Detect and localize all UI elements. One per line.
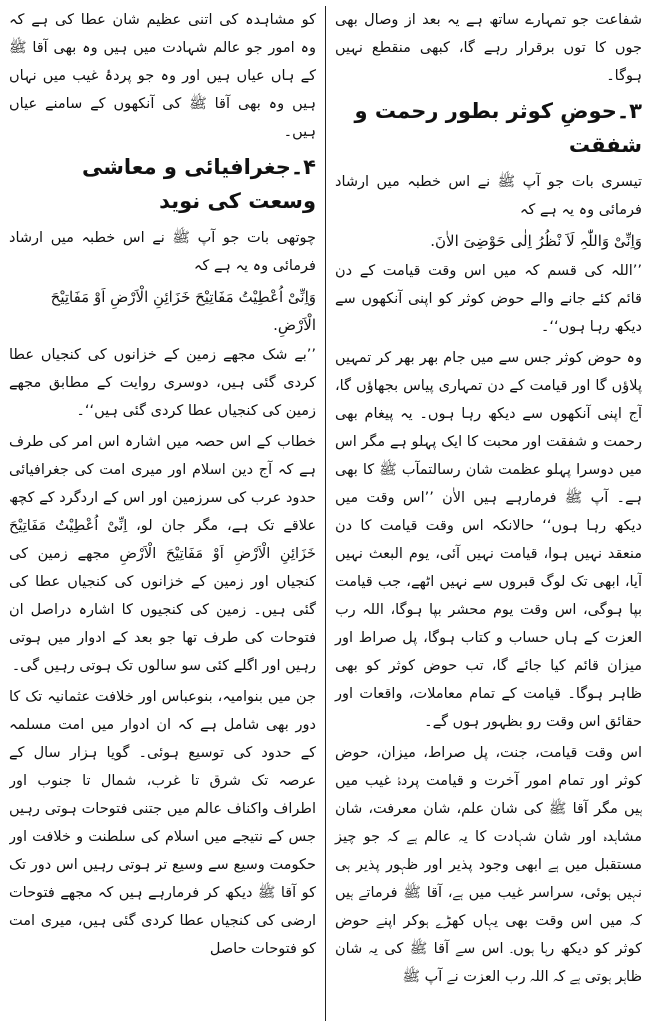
section-heading-3: ۳۔حوضِ کوثر بطور رحمت و شفقت <box>354 99 642 157</box>
left-column <box>9 6 322 1021</box>
paragraph: تیسری بات جو آپ ﷺ نے اس خطبہ میں ارشاد فرمائی وہ یہ ہے کہ <box>335 174 642 218</box>
paragraph: چوتھی بات جو آپ ﷺ نے اس خطبہ میں ارشاد فرمائی وہ یہ ہے کہ <box>9 230 316 274</box>
translation-quote: ’’بے شک مجھے زمین کے خزانوں کی کنجیاں عطا کردی گئی ہیں، دوسری روایت کے مطابق مجھے زمین کی کنجیاں عطا کردی گئی ہیں‘‘۔ <box>9 347 316 419</box>
column-divider <box>325 6 326 1021</box>
paragraph: اس وقت قیامت، جنت، پل صراط، میزان، حوض کوثر اور تمام امور آخرت و قیامت پردۂ غیب میں ہیں مگر آقا ﷺ کی شان علم، شان معرفت، شان مشاہدہ اور شان شہادت کا یہ عالم ہے کہ جو چیز مستقبل میں ہے ابھی وجود پذیر اور ظہور پذیر ہی نہیں ہوئی، سراسر غیب میں ہے، آقا ﷺ فرماتے ہیں کہ میں اس وقت بھی یہاں کھڑے ہوکر اپنے حوض کوثر کو دیکھ رہا ہوں۔ اس سے آقا ﷺ کی یہ شان ظاہر ہوتی ہے کہ اللہ رب العزت نے آپ ﷺ <box>335 745 642 985</box>
section-heading-4: ۴۔جغرافیائی و معاشی وسعت کی نوید <box>81 155 316 213</box>
paragraph: کو مشاہدہ کی اتنی عظیم شان عطا کی ہے کہ وہ امور جو عالم شہادت میں ہیں وہ بھی آقا ﷺ کے ہاں عیاں ہیں اور وہ جو پردۂ غیب میں نہاں ہیں وہ بھی آقا ﷺ کی آنکھوں کے سامنے عیاں ہیں۔ <box>9 12 316 140</box>
paragraph: وہ حوض کوثر جس سے میں جام بھر بھر کر تمہیں پلاؤں گا اور قیامت کے دن تمہاری پیاس بجھاؤں گا، آج اپنی آنکھوں سے دیکھ رہا ہوں۔ یہ پیغام بھی رحمت و شفقت اور محبت کا ایک پہلو ہے مگر اس میں دوسرا پہلو عظمت شان رسالتمآب ﷺ کا بھی ہے۔ آپ ﷺ فرمارہے ہیں الاٰن ’’اس وقت میں دیکھ رہا ہوں‘‘ حالانکہ اس وقت قیامت کا دن منعقد نہیں ہوا، قیامت نہیں آئی، یوم البعث نہیں آیا، ابھی تک لوگ قبروں سے نہیں اٹھے، جب قیامت بپا ہوگی، اس وقت یوم محشر بپا ہوگا، اللہ رب العزت کے ہاں حساب و کتاب ہوگا، پل صراط اور میزان قائم کیا جائے گا، تب حوض کوثر کو بھی ظاہر ہوگا۔ قیامت کے تمام معاملات، واقعات اور حقائق اس وقت رو بظہور ہوں گے۔ <box>335 350 642 730</box>
paragraph: خطاب کے اس حصہ میں اشارہ اس امر کی طرف ہے کہ آج دین اسلام اور میری امت کی جغرافیائی حدود عرب کی سرزمین اور اس کے اردگرد کے کچھ علاقے تک ہے، مگر جان لو، اِنِّیْ اُعْطِیْتُ مَفَاتِیْحَ خَزَائِنِ الْاَرْضِ اَوْ مَفَاتِیْحَ الْاَرْضِ مجھے زمین کی کنجیاں اور زمین کے خزانوں کی کنجیاں عطا کی گئی ہیں۔ زمین کی کنجیوں کا اشارہ دراصل ان فتوحات کی طرف تھا جو بعد کے ادوار میں ہوتی رہیں اور اگلے کئی سو سالوں تک ہوتی رہیں گی۔ <box>9 434 316 674</box>
translation-quote: ’’اللہ کی قسم کہ میں اس وقت قیامت کے دن قائم کئے جانے والے حوض کوثر کو اپنی آنکھوں سے دیکھ رہا ہوں‘‘۔ <box>335 263 642 335</box>
arabic-quote: وَاِنِّیْ اُعْطِیْتُ مَفَاتِیْحَ خَزَائِنِ الْاَرْضِ اَوْ مَفَاتِیْحَ الْاَرْضِ. <box>50 288 316 334</box>
paragraph: جن میں بنوامیہ، بنوعباس اور خلافت عثمانیہ تک کا دور بھی شامل ہے کہ ان ادوار میں امت مسلمہ کے حدود کی توسیع ہوئی۔ گویا ہزار سال کے عرصہ تک شرق تا غرب، شمال تا جنوب اور اطراف واکناف عالم میں جتنی فتوحات ہوتی رہیں جس کے نتیجے میں اسلام کی سلطنت و خلافت اور حکومت وسیع سے وسیع تر ہوتی رہیں اس دور تک کو آقا ﷺ دیکھ کر فرمارہے ہیں کہ مجھے فتوحات ارضی کی کنجیاں عطا کردی گئی ہیں، میری امت کو فتوحات حاصل <box>9 689 316 957</box>
arabic-quote: وَاِنِّیْ وَاللّٰہِ لَاَ نْظُرُ اِلٰی حَوْضِیَ الاٰنَ. <box>430 232 642 250</box>
right-column <box>329 6 642 1021</box>
paragraph: شفاعت جو تمہارے ساتھ ہے یہ بعد از وصال بھی جوں کا توں برقرار رہے گا، کبھی منقطع نہیں ہوگا۔ <box>335 12 642 84</box>
